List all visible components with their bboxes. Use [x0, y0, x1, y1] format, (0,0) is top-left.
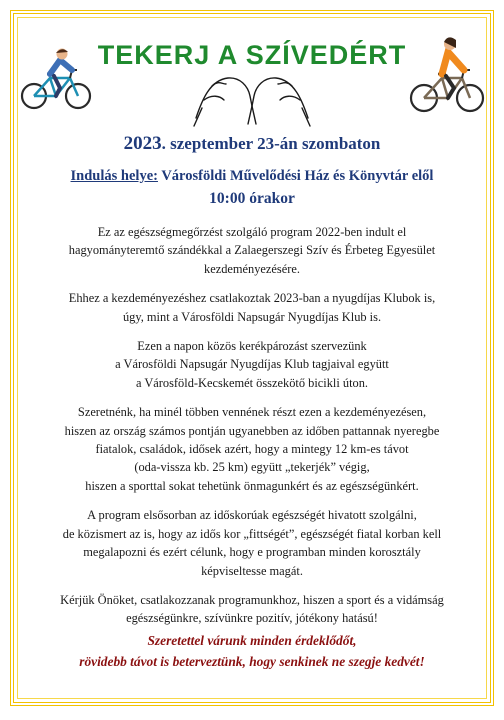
event-date-rest: . szeptember 23-án szombaton	[161, 134, 381, 153]
start-location-label: Indulás helye:	[70, 168, 158, 184]
paragraph	[24, 403, 480, 495]
text-line: úgy, mint a Városföldi Napsugár Nyugdíjas Klub is.	[122, 309, 382, 324]
text-line: hagyományteremtő szándékkal a Zalaegerszegi Szív és Érbeteg Egyesület	[68, 243, 436, 258]
event-date	[0, 133, 504, 155]
paragraph	[24, 337, 480, 392]
text-line: hiszen a sporttal sokat tehetünk önmagunkért és az egészségünkért.	[85, 478, 419, 493]
text-line: fiatalok, családok, idősek azért, hogy a mintegy 12 km-es távot	[95, 442, 409, 457]
event-title: TEKERJ A SZÍVEDÉRT	[97, 40, 407, 70]
text-line: hiszen az ország számos pontján ugyanebben az időben pattannak nyeregbe	[64, 423, 440, 438]
text-line: megalapozni és ezért célunk, hogy e programban minden korosztály	[83, 545, 421, 560]
text-line: képviseltesse magát.	[201, 563, 303, 578]
text-line: Szeretnénk, ha minél többen vennének részt ezen a kezdeményezésen,	[77, 405, 427, 420]
event-year: 2023	[123, 133, 162, 154]
start-location-value: Városföldi Művelődési Ház és Könyvtár elől	[157, 168, 434, 184]
text-line: a Városföldi Napsugár Nyugdíjas Klub tagjaival együtt	[115, 357, 389, 372]
text-line: de közismert az is, hogy az idős kor „fittségét”, egészségét fiatal korban kell	[62, 526, 442, 541]
paragraph	[24, 506, 480, 580]
text-line: A program elsősorban az időskorúak egészségét hivatott szolgálni,	[87, 508, 417, 523]
paragraph	[24, 591, 480, 628]
closing-line: rövidebb távot is beterveztünk, hogy senkinek ne szegje kedvét!	[79, 654, 425, 669]
heart-hands-icon	[192, 70, 312, 128]
paragraph	[24, 223, 480, 278]
text-line: Kérjük Önöket, csatlakozzanak programunkhoz, hiszen a sport és a vidámság	[60, 592, 444, 607]
text-line: a Városföld-Kecskemét összekötő bicikli úton.	[135, 375, 369, 390]
start-location	[0, 168, 504, 185]
closing-message	[0, 630, 504, 672]
paragraph	[24, 289, 480, 326]
text-line: (oda-vissza kb. 25 km) együtt „tekerjék” végig,	[134, 460, 370, 475]
start-time: 10:00 órakor	[209, 190, 295, 207]
text-line: Ezen a napon közös kerékpározást szervezünk	[137, 339, 367, 354]
text-line: egészségünkre, szívünkre pozitív, jótékony hatású!	[126, 611, 378, 626]
text-line: Ehhez a kezdeményezéshez csatlakoztak 2023-ban a nyugdíjas Klubok is,	[68, 291, 436, 306]
text-line: Ez az egészségmegőrzést szolgáló program 2022-ben indult el	[97, 225, 407, 239]
text-line: kezdeményezésére.	[204, 261, 300, 276]
closing-line: Szeretettel várunk minden érdeklődőt,	[147, 633, 357, 648]
body-text	[24, 223, 480, 639]
